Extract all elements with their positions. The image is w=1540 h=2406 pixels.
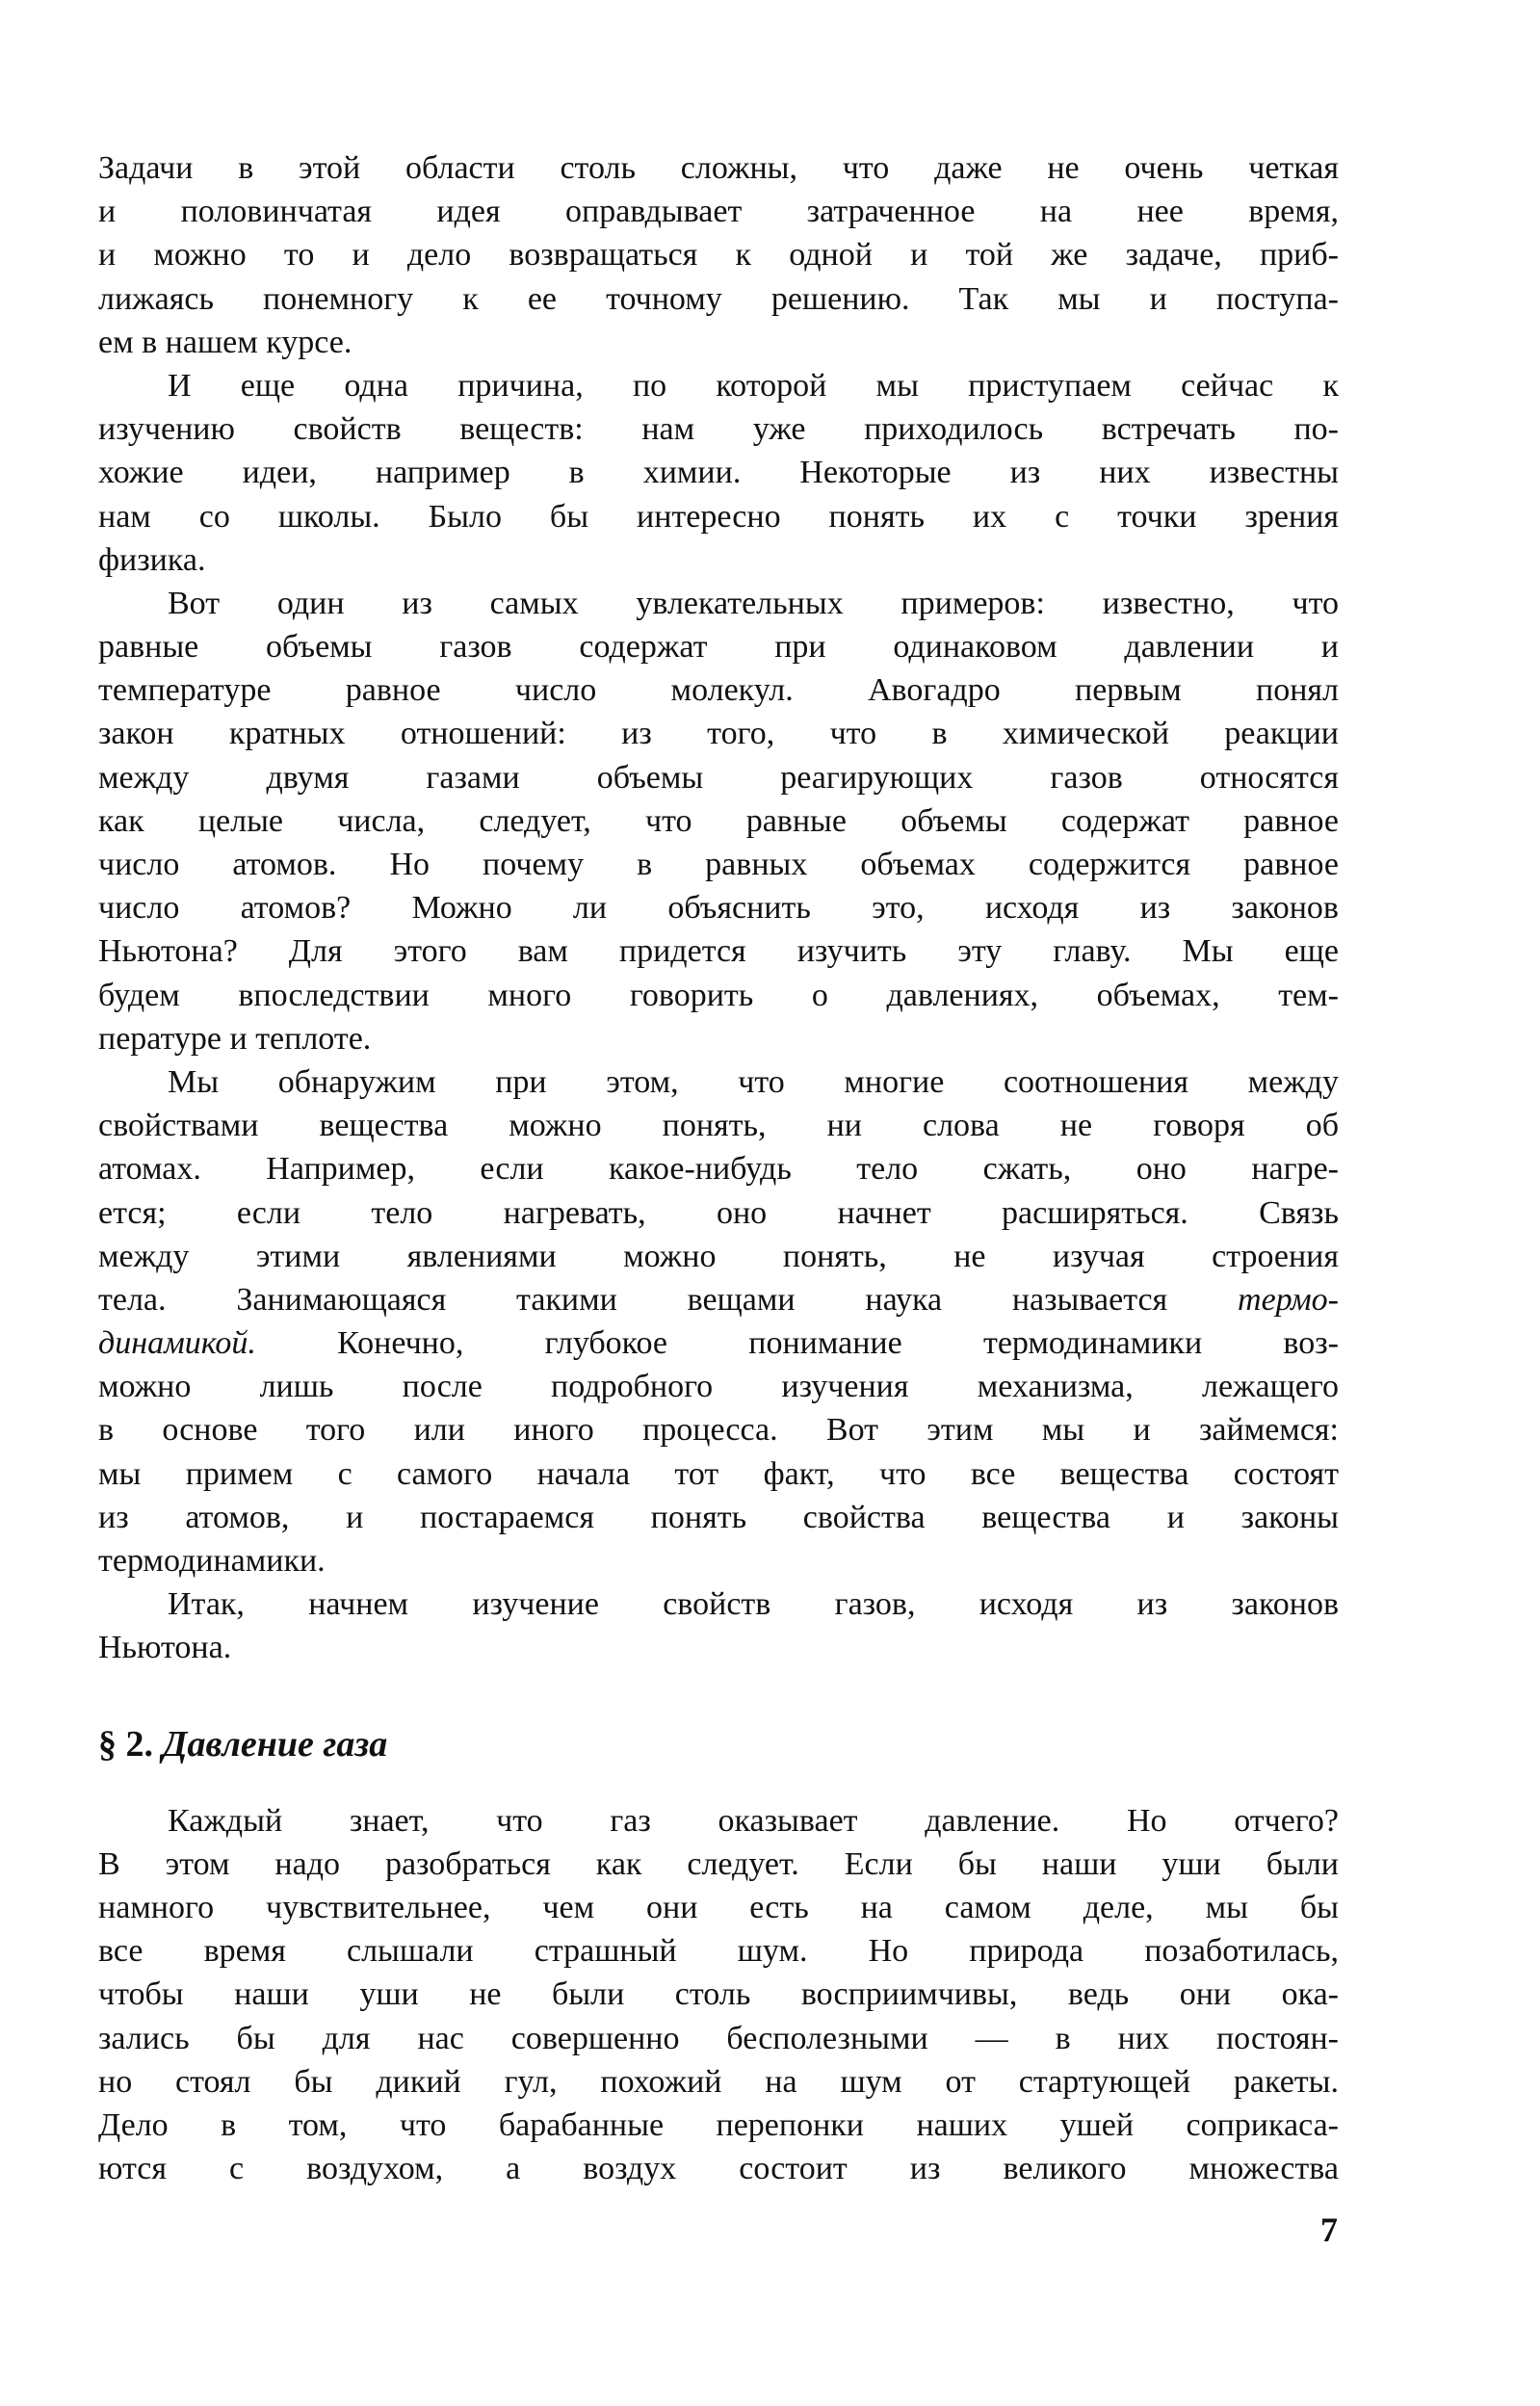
term-emphasis: термо-: [1238, 1281, 1339, 1318]
paragraph: [98, 582, 1339, 1060]
text-line: из атомов, и постараемся понять свойства вещества и законы: [98, 1499, 1339, 1535]
paragraph: [98, 1582, 1339, 1669]
text-line: Каждый знает, что газ оказывает давление. Но отчего?: [168, 1802, 1339, 1839]
section-title: Давление газа: [162, 1723, 388, 1765]
text-line: можно лишь после подробного изучения механизма, лежащего: [98, 1369, 1339, 1405]
text-line: Мы обнаружим при этом, что многие соотношения между: [168, 1063, 1339, 1100]
text-line: между двумя газами объемы реагирующих газов относятся: [98, 759, 1339, 796]
text-line: ется; если тело нагревать, оно начнет расширяться. Связь: [98, 1194, 1339, 1231]
text-line: но стоял бы дикий гул, похожий на шум от стартующей ракеты.: [98, 2063, 1339, 2100]
text-line: и половинчатая идея оправдывает затраченное на нее время,: [98, 194, 1339, 230]
text-line: лижаясь понемногу к ее точному решению. Так мы и поступа-: [98, 280, 1339, 317]
paragraph: [98, 1799, 1339, 2191]
text-line: и можно то и дело возвращаться к одной и той же задаче, приб-: [98, 237, 1339, 274]
text-line: ем в нашем курсе.: [98, 324, 352, 360]
text-line: намного чувствительнее, чем они есть на самом деле, мы бы: [98, 1889, 1339, 1925]
text-line: Итак, начнем изучение свойств газов, исходя из законов: [168, 1586, 1339, 1623]
text-line: пературе и теплоте.: [98, 1020, 372, 1057]
text-line: Задачи в этой области столь сложны, что даже не очень четкая: [98, 150, 1339, 186]
text-line: в основе того или иного процесса. Вот этим мы и займемся:: [98, 1412, 1339, 1449]
page-number: 7: [1320, 2210, 1338, 2249]
text-line: [98, 1278, 1339, 1321]
text-line: Ньютона? Для этого вам придется изучить эту главу. Мы еще: [98, 933, 1339, 970]
text-line: мы примем с самого начала тот факт, что все вещества состоят: [98, 1455, 1339, 1492]
text-line: нам со школы. Было бы интересно понять их с точки зрения: [98, 498, 1339, 535]
text-line: равные объемы газов содержат при одинаковом давлении и: [98, 629, 1339, 666]
paragraph: [98, 1060, 1339, 1582]
text-line: Ньютона.: [98, 1630, 232, 1666]
text-fragment: Конечно, глубокое понимание термодинамики воз-: [337, 1325, 1340, 1362]
text-line: зались бы для нас совершенно бесполезными — в них постоян-: [98, 2020, 1339, 2056]
section-heading: [98, 1720, 1339, 1768]
text-line: физика.: [98, 541, 206, 578]
paragraph: [98, 364, 1339, 582]
text-line: как целые числа, следует, что равные объемы содержат равное: [98, 802, 1339, 839]
page-body: [98, 146, 1339, 2190]
text-line: И еще одна причина, по которой мы приступаем сейчас к: [168, 367, 1339, 404]
text-fragment: тела. Занимающаяся такими вещами наука называется: [98, 1281, 1168, 1318]
section-number: § 2.: [98, 1723, 153, 1765]
term-emphasis: динамикой.: [98, 1325, 256, 1362]
text-line: хожие идеи, например в химии. Некоторые из них известны: [98, 455, 1339, 491]
paragraph: [98, 146, 1339, 364]
text-line: В этом надо разобраться как следует. Если бы наши уши были: [98, 1845, 1339, 1882]
text-line: число атомов? Можно ли объяснить это, исходя из законов: [98, 890, 1339, 927]
text-line: все время слышали страшный шум. Но природа позаботилась,: [98, 1933, 1339, 1970]
text-line: ются с воздухом, а воздух состоит из великого множества: [98, 2151, 1339, 2187]
text-line: между этими явлениями можно понять, не изучая строения: [98, 1238, 1339, 1274]
text-line: изучению свойств веществ: нам уже приходилось встречать по-: [98, 411, 1339, 448]
text-line: свойствами вещества можно понять, ни слова не говоря об: [98, 1108, 1339, 1144]
text-line: [98, 1321, 1339, 1365]
text-line: закон кратных отношений: из того, что в химической реакции: [98, 716, 1339, 752]
text-line: термодинамики.: [98, 1543, 326, 1579]
text-line: атомах. Например, если какое-нибудь тело сжать, оно нагре-: [98, 1151, 1339, 1188]
text-line: температуре равное число молекул. Авогадро первым понял: [98, 672, 1339, 709]
text-line: число атомов. Но почему в равных объемах содержится равное: [98, 847, 1339, 882]
text-line: Вот один из самых увлекательных примеров: известно, что: [168, 585, 1339, 621]
text-line: Дело в том, что барабанные перепонки наших ушей соприкаса-: [98, 2106, 1339, 2143]
text-line: чтобы наши уши не были столь восприимчивы, ведь они ока-: [98, 1976, 1339, 2013]
text-line: будем впоследствии много говорить о давлениях, объемах, тем-: [98, 977, 1339, 1013]
